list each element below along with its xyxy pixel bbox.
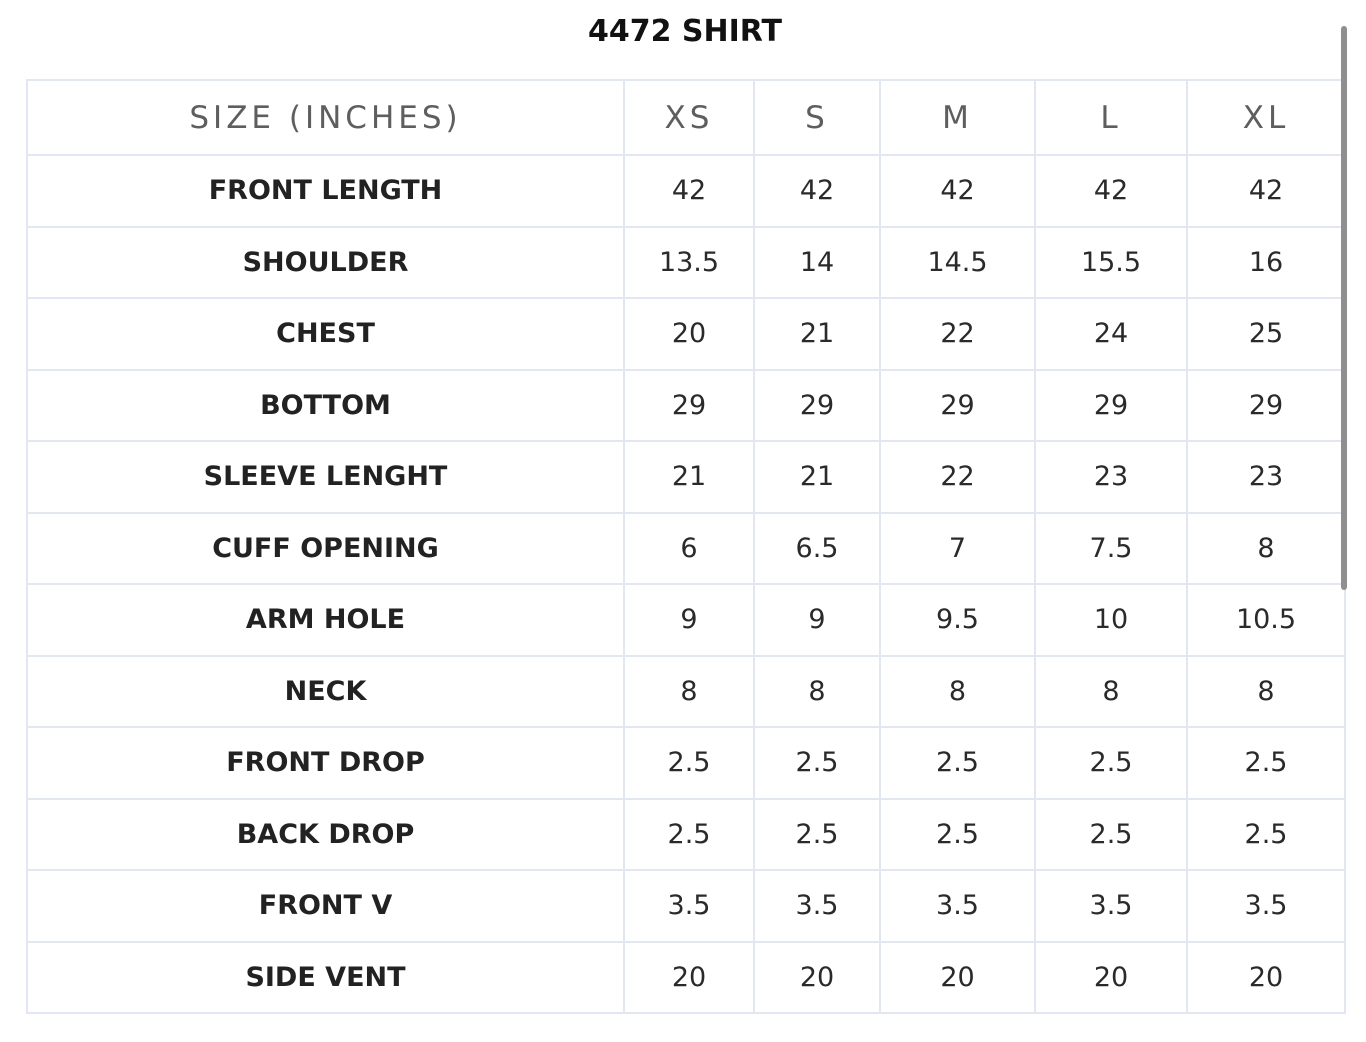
cell-s: 29 xyxy=(754,370,880,442)
cell-s: 9 xyxy=(754,584,880,656)
cell-s: 21 xyxy=(754,298,880,370)
cell-s: 8 xyxy=(754,656,880,728)
cell-s: 2.5 xyxy=(754,727,880,799)
cell-xs: 9 xyxy=(624,584,754,656)
column-header-xs: XS xyxy=(624,80,754,155)
cell-xs: 6 xyxy=(624,513,754,585)
cell-xl: 23 xyxy=(1187,441,1345,513)
table-row xyxy=(27,513,1345,585)
cell-xs: 2.5 xyxy=(624,799,754,871)
row-label: NECK xyxy=(27,656,624,728)
cell-m: 3.5 xyxy=(880,870,1035,942)
cell-l: 8 xyxy=(1035,656,1187,728)
row-label: FRONT DROP xyxy=(27,727,624,799)
cell-m: 20 xyxy=(880,942,1035,1014)
cell-xs: 2.5 xyxy=(624,727,754,799)
row-label: SLEEVE LENGHT xyxy=(27,441,624,513)
cell-xl: 8 xyxy=(1187,656,1345,728)
table-row xyxy=(27,942,1345,1014)
row-label: SIDE VENT xyxy=(27,942,624,1014)
cell-xl: 3.5 xyxy=(1187,870,1345,942)
row-label: BACK DROP xyxy=(27,799,624,871)
table-row xyxy=(27,227,1345,299)
cell-s: 3.5 xyxy=(754,870,880,942)
cell-xl: 2.5 xyxy=(1187,727,1345,799)
cell-l: 42 xyxy=(1035,155,1187,227)
cell-xs: 42 xyxy=(624,155,754,227)
cell-l: 10 xyxy=(1035,584,1187,656)
cell-l: 7.5 xyxy=(1035,513,1187,585)
row-label: CHEST xyxy=(27,298,624,370)
row-label: FRONT V xyxy=(27,870,624,942)
table-row xyxy=(27,799,1345,871)
cell-xs: 20 xyxy=(624,298,754,370)
cell-xs: 8 xyxy=(624,656,754,728)
column-header-size-inches: SIZE (INCHES) xyxy=(27,80,624,155)
cell-xl: 20 xyxy=(1187,942,1345,1014)
cell-xl: 29 xyxy=(1187,370,1345,442)
table-header-row xyxy=(27,80,1345,155)
cell-l: 2.5 xyxy=(1035,727,1187,799)
cell-s: 6.5 xyxy=(754,513,880,585)
table-row xyxy=(27,298,1345,370)
cell-xs: 13.5 xyxy=(624,227,754,299)
cell-xs: 21 xyxy=(624,441,754,513)
cell-m: 22 xyxy=(880,298,1035,370)
row-label: SHOULDER xyxy=(27,227,624,299)
cell-s: 42 xyxy=(754,155,880,227)
cell-l: 24 xyxy=(1035,298,1187,370)
cell-xs: 29 xyxy=(624,370,754,442)
size-chart-table-container xyxy=(26,79,1344,1014)
table-row xyxy=(27,441,1345,513)
cell-xl: 42 xyxy=(1187,155,1345,227)
column-header-xl: XL xyxy=(1187,80,1345,155)
cell-xl: 16 xyxy=(1187,227,1345,299)
table-row xyxy=(27,656,1345,728)
row-label: FRONT LENGTH xyxy=(27,155,624,227)
cell-m: 8 xyxy=(880,656,1035,728)
row-label: BOTTOM xyxy=(27,370,624,442)
cell-s: 20 xyxy=(754,942,880,1014)
row-label: ARM HOLE xyxy=(27,584,624,656)
cell-l: 20 xyxy=(1035,942,1187,1014)
cell-l: 23 xyxy=(1035,441,1187,513)
cell-m: 14.5 xyxy=(880,227,1035,299)
table-row xyxy=(27,870,1345,942)
cell-m: 42 xyxy=(880,155,1035,227)
cell-m: 2.5 xyxy=(880,799,1035,871)
cell-xl: 2.5 xyxy=(1187,799,1345,871)
page-title: 4472 SHIRT xyxy=(587,14,783,49)
cell-s: 14 xyxy=(754,227,880,299)
column-header-s: S xyxy=(754,80,880,155)
cell-m: 2.5 xyxy=(880,727,1035,799)
cell-s: 2.5 xyxy=(754,799,880,871)
column-header-m: M xyxy=(880,80,1035,155)
table-row xyxy=(27,370,1345,442)
cell-m: 9.5 xyxy=(880,584,1035,656)
cell-s: 21 xyxy=(754,441,880,513)
table-body xyxy=(27,155,1345,1013)
cell-l: 15.5 xyxy=(1035,227,1187,299)
cell-l: 2.5 xyxy=(1035,799,1187,871)
cell-xs: 3.5 xyxy=(624,870,754,942)
table-row xyxy=(27,727,1345,799)
cell-xl: 8 xyxy=(1187,513,1345,585)
table-row xyxy=(27,155,1345,227)
cell-l: 29 xyxy=(1035,370,1187,442)
column-header-l: L xyxy=(1035,80,1187,155)
row-label: CUFF OPENING xyxy=(27,513,624,585)
cell-xl: 10.5 xyxy=(1187,584,1345,656)
cell-xs: 20 xyxy=(624,942,754,1014)
cell-m: 29 xyxy=(880,370,1035,442)
size-chart-table xyxy=(26,79,1346,1014)
cell-l: 3.5 xyxy=(1035,870,1187,942)
table-row xyxy=(27,584,1345,656)
cell-xl: 25 xyxy=(1187,298,1345,370)
cell-m: 22 xyxy=(880,441,1035,513)
cell-m: 7 xyxy=(880,513,1035,585)
vertical-scrollbar[interactable] xyxy=(1341,26,1347,590)
